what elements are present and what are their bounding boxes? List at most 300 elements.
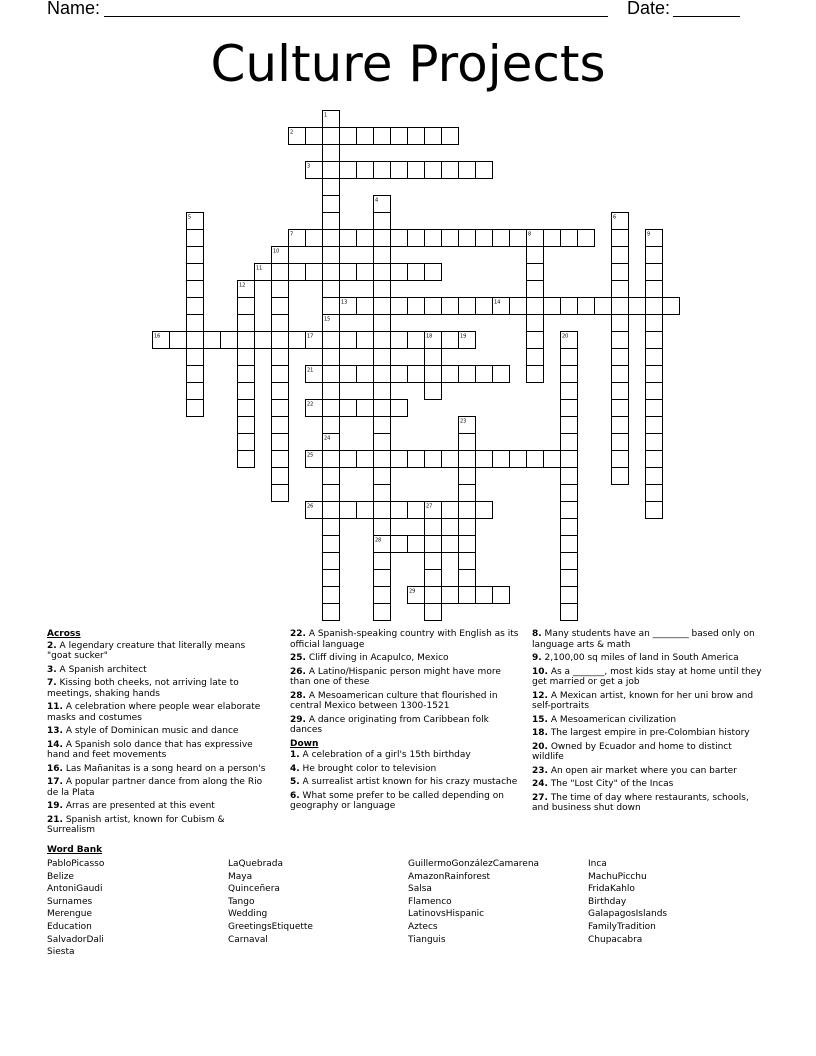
grid-cell[interactable] [493,451,510,468]
grid-cell[interactable] [408,128,425,145]
grid-cell[interactable] [561,502,578,519]
grid-cell[interactable] [646,366,663,383]
grid-cell[interactable] [374,264,391,281]
grid-cell[interactable] [425,298,442,315]
grid-number: 8 [528,231,532,238]
grid-cell[interactable] [272,383,289,400]
clue-number: 17. [47,777,63,787]
word-bank-word: Carnaval [228,934,268,945]
grid-cell[interactable] [646,383,663,400]
grid-cell[interactable] [340,264,357,281]
grid-cell[interactable] [187,230,204,247]
grid-cell[interactable] [527,451,544,468]
grid-cell[interactable] [323,536,340,553]
grid-cell[interactable] [374,519,391,536]
grid-cell[interactable] [527,315,544,332]
grid-cell[interactable] [272,417,289,434]
clue-text: A legendary creature that literally means "goat sucker" [47,640,246,661]
clue-number: 19. [47,801,63,811]
grid-cell[interactable] [187,349,204,366]
grid-cell[interactable] [323,519,340,536]
grid-cell[interactable] [221,332,238,349]
grid-cell[interactable] [374,349,391,366]
grid-cell[interactable] [323,502,340,519]
grid-cell[interactable] [425,230,442,247]
grid-cell[interactable] [340,162,357,179]
grid-cell[interactable] [374,451,391,468]
grid-cell[interactable] [425,570,442,587]
grid-cell[interactable] [476,587,493,604]
grid-cell[interactable] [238,434,255,451]
grid-cell[interactable] [238,451,255,468]
grid-cell[interactable] [595,298,612,315]
grid-cell[interactable] [459,162,476,179]
grid-cell[interactable] [289,264,306,281]
grid-cell[interactable] [442,502,459,519]
grid-cell[interactable] [646,332,663,349]
grid-cell[interactable] [442,298,459,315]
grid-cell[interactable] [663,298,680,315]
grid-cell[interactable] [374,434,391,451]
clue-number: 27. [532,792,548,803]
grid-cell[interactable] [612,451,629,468]
grid-number: 7 [290,231,294,238]
grid-cell[interactable] [323,400,340,417]
across-clue [290,691,520,712]
grid-cell[interactable] [323,468,340,485]
grid-cell[interactable] [374,247,391,264]
grid-cell[interactable] [391,502,408,519]
grid-cell[interactable] [561,468,578,485]
grid-cell[interactable] [459,502,476,519]
grid-cell[interactable] [357,400,374,417]
clue-text: The largest empire in pre-Colombian history [547,728,750,738]
grid-cell[interactable] [306,128,323,145]
grid-cell[interactable] [476,366,493,383]
grid-cell[interactable] [612,366,629,383]
word-bank-word: Siesta [47,947,75,958]
grid-number: 18 [426,333,433,340]
clue-number: 23. [532,765,548,776]
grid-cell[interactable] [646,281,663,298]
down-clue [532,793,762,814]
grid-cell[interactable] [272,400,289,417]
grid-cell[interactable] [272,298,289,315]
grid-cell[interactable] [238,315,255,332]
grid-cell[interactable] [442,128,459,145]
grid-cell[interactable] [374,485,391,502]
grid-cell[interactable] [272,349,289,366]
grid-cell[interactable] [561,349,578,366]
grid-number: 12 [239,282,246,289]
grid-cell[interactable] [408,298,425,315]
grid-cell[interactable] [391,451,408,468]
grid-cell[interactable] [442,162,459,179]
grid-cell[interactable] [544,230,561,247]
grid-cell[interactable] [238,400,255,417]
grid-cell[interactable] [476,162,493,179]
grid-cell[interactable] [612,247,629,264]
grid-cell[interactable] [357,366,374,383]
grid-cell[interactable] [272,451,289,468]
grid-cell[interactable] [272,485,289,502]
grid-cell[interactable] [340,332,357,349]
across-clue [290,667,520,688]
grid-cell[interactable] [408,366,425,383]
grid-cell[interactable] [425,587,442,604]
clue-text: He brought color to television [299,763,437,774]
grid-cell[interactable] [187,298,204,315]
grid-cell[interactable] [374,400,391,417]
grid-cell[interactable] [391,128,408,145]
grid-cell[interactable] [459,451,476,468]
grid-cell[interactable] [493,230,510,247]
clue-text: A popular partner dance from along the Rio de la Plata [47,777,263,798]
grid-cell[interactable] [459,468,476,485]
grid-cell[interactable] [272,332,289,349]
grid-cell[interactable] [612,315,629,332]
grid-cell[interactable] [374,383,391,400]
grid-cell[interactable] [323,570,340,587]
grid-cell[interactable] [612,332,629,349]
grid-cell[interactable] [408,264,425,281]
grid-cell[interactable] [408,162,425,179]
grid-cell[interactable] [493,366,510,383]
grid-cell[interactable] [357,451,374,468]
grid-cell[interactable] [323,587,340,604]
grid-cell[interactable] [357,162,374,179]
grid-cell[interactable] [187,383,204,400]
clue-number: 14. [47,739,63,750]
grid-cell[interactable] [255,332,272,349]
grid-cell[interactable] [612,468,629,485]
grid-cell[interactable] [408,502,425,519]
grid-cell[interactable] [374,230,391,247]
grid-cell[interactable] [612,298,629,315]
across-clue [47,801,272,812]
grid-cell[interactable] [408,451,425,468]
grid-cell[interactable] [340,366,357,383]
grid-cell[interactable] [459,536,476,553]
grid-cell[interactable] [646,247,663,264]
grid-cell[interactable] [561,434,578,451]
down-clue [532,728,762,739]
grid-cell[interactable] [323,553,340,570]
clue-text: A Latino/Hispanic person might have more than one of these [290,666,501,687]
grid-cell[interactable] [612,349,629,366]
grid-cell[interactable] [323,128,340,145]
grid-cell[interactable] [340,128,357,145]
grid-cell[interactable] [646,264,663,281]
grid-cell[interactable] [340,230,357,247]
grid-cell[interactable] [187,247,204,264]
grid-cell[interactable] [272,366,289,383]
grid-cell[interactable] [646,502,663,519]
across-clue [290,715,520,736]
word-bank-word: Tianguis [408,934,446,945]
grid-number: 15 [324,316,331,323]
grid-cell[interactable] [476,298,493,315]
grid-cell[interactable] [374,417,391,434]
grid-cell[interactable] [187,315,204,332]
grid-cell[interactable] [561,451,578,468]
grid-cell[interactable] [391,230,408,247]
grid-cell[interactable] [425,536,442,553]
grid-cell[interactable] [408,536,425,553]
grid-cell[interactable] [612,383,629,400]
grid-cell[interactable] [374,570,391,587]
clue-text: A surrealist artist known for his crazy mustache [299,777,518,787]
grid-cell[interactable] [493,587,510,604]
grid-cell[interactable] [646,417,663,434]
grid-cell[interactable] [561,366,578,383]
grid-cell[interactable] [646,400,663,417]
grid-cell[interactable] [510,230,527,247]
clue-number: 28. [290,690,306,701]
grid-cell[interactable] [646,315,663,332]
grid-cell[interactable] [527,298,544,315]
grid-number: 26 [307,503,314,510]
grid-cell[interactable] [323,247,340,264]
grid-cell[interactable] [561,485,578,502]
grid-cell[interactable] [374,468,391,485]
grid-cell[interactable] [442,230,459,247]
grid-cell[interactable] [561,400,578,417]
grid-cell[interactable] [612,434,629,451]
grid-cell[interactable] [272,281,289,298]
across-clue [47,815,272,836]
clue-text: A Spanish solo dance that has expressive hand and feet movements [47,739,253,760]
grid-cell[interactable] [323,162,340,179]
clue-number: 11. [47,702,63,712]
clue-number: 21. [47,814,63,825]
grid-cell[interactable] [238,349,255,366]
grid-cell[interactable] [340,400,357,417]
grid-cell[interactable] [561,417,578,434]
word-bank-word: SalvadorDali [47,934,104,945]
clue-number: 15. [532,714,548,725]
grid-cell[interactable] [646,349,663,366]
grid-cell[interactable] [272,434,289,451]
grid-cell[interactable] [612,264,629,281]
grid-cell[interactable] [306,264,323,281]
grid-cell[interactable] [459,485,476,502]
grid-cell[interactable] [374,604,391,621]
grid-cell[interactable] [187,400,204,417]
grid-cell[interactable] [459,434,476,451]
grid-cell[interactable] [459,519,476,536]
grid-cell[interactable] [561,587,578,604]
grid-cell[interactable] [612,417,629,434]
grid-cell[interactable] [391,298,408,315]
grid-cell[interactable] [425,519,442,536]
grid-cell[interactable] [544,451,561,468]
grid-cell[interactable] [442,332,459,349]
grid-cell[interactable] [459,553,476,570]
grid-cell[interactable] [323,196,340,213]
grid-cell[interactable] [374,587,391,604]
down-clue [532,766,762,777]
grid-cell[interactable] [459,298,476,315]
grid-cell[interactable] [646,451,663,468]
grid-number: 13 [341,299,348,306]
grid-cell[interactable] [323,230,340,247]
grid-cell[interactable] [340,502,357,519]
grid-cell[interactable] [391,536,408,553]
grid-cell[interactable] [527,281,544,298]
grid-cell[interactable] [442,451,459,468]
grid-cell[interactable] [561,604,578,621]
grid-cell[interactable] [561,536,578,553]
grid-cell[interactable] [238,366,255,383]
grid-cell[interactable] [238,417,255,434]
grid-cell[interactable] [459,587,476,604]
grid-cell[interactable] [527,332,544,349]
grid-cell[interactable] [442,366,459,383]
grid-cell[interactable] [374,281,391,298]
grid-cell[interactable] [374,162,391,179]
grid-cell[interactable] [646,298,663,315]
grid-cell[interactable] [646,434,663,451]
grid-cell[interactable] [374,315,391,332]
grid-cell[interactable] [629,298,646,315]
grid-cell[interactable] [323,451,340,468]
grid-cell[interactable] [561,298,578,315]
grid-cell[interactable] [408,332,425,349]
grid-number: 9 [647,231,651,238]
grid-cell[interactable] [323,298,340,315]
grid-cell[interactable] [425,451,442,468]
grid-cell[interactable] [340,451,357,468]
grid-cell[interactable] [612,400,629,417]
grid-cell[interactable] [476,451,493,468]
grid-cell[interactable] [374,298,391,315]
grid-cell[interactable] [578,230,595,247]
grid-cell[interactable] [187,281,204,298]
grid-cell[interactable] [561,519,578,536]
grid-cell[interactable] [272,468,289,485]
grid-cell[interactable] [561,570,578,587]
grid-cell[interactable] [323,145,340,162]
grid-cell[interactable] [476,230,493,247]
grid-cell[interactable] [391,366,408,383]
grid-cell[interactable] [510,298,527,315]
grid-cell[interactable] [187,332,204,349]
grid-cell[interactable] [238,298,255,315]
grid-cell[interactable] [323,604,340,621]
grid-cell[interactable] [578,298,595,315]
grid-cell[interactable] [374,213,391,230]
grid-cell[interactable] [374,366,391,383]
grid-cell[interactable] [323,485,340,502]
grid-cell[interactable] [476,502,493,519]
grid-cell[interactable] [187,366,204,383]
grid-cell[interactable] [646,485,663,502]
grid-cell[interactable] [442,587,459,604]
grid-cell[interactable] [425,128,442,145]
grid-cell[interactable] [374,332,391,349]
grid-cell[interactable] [646,468,663,485]
grid-cell[interactable] [425,162,442,179]
grid-cell[interactable] [170,332,187,349]
grid-cell[interactable] [544,298,561,315]
grid-cell[interactable] [357,332,374,349]
word-bank-column [47,858,104,959]
word-bank-word: Flamenco [408,896,452,907]
grid-cell[interactable] [425,604,442,621]
grid-cell[interactable] [425,349,442,366]
grid-cell[interactable] [272,315,289,332]
grid-cell[interactable] [306,230,323,247]
grid-cell[interactable] [408,230,425,247]
grid-cell[interactable] [357,128,374,145]
grid-cell[interactable] [425,366,442,383]
grid-cell[interactable] [459,570,476,587]
grid-cell[interactable] [391,264,408,281]
grid-cell[interactable] [323,417,340,434]
grid-cell[interactable] [272,264,289,281]
grid-cell[interactable] [459,230,476,247]
grid-cell[interactable] [323,213,340,230]
grid-cell[interactable] [561,553,578,570]
grid-cell[interactable] [204,332,221,349]
grid-cell[interactable] [561,383,578,400]
grid-cell[interactable] [323,366,340,383]
grid-cell[interactable] [238,332,255,349]
grid-cell[interactable] [187,264,204,281]
grid-cell[interactable] [527,264,544,281]
down-clue [532,691,762,712]
grid-cell[interactable] [323,332,340,349]
grid-cell[interactable] [425,553,442,570]
grid-cell[interactable] [442,536,459,553]
grid-cell[interactable] [391,332,408,349]
across-clue [47,740,272,761]
grid-cell[interactable] [323,383,340,400]
grid-cell[interactable] [612,230,629,247]
grid-cell[interactable] [357,298,374,315]
grid-cell[interactable] [357,264,374,281]
grid-cell[interactable] [357,502,374,519]
grid-cell[interactable] [612,281,629,298]
grid-cell[interactable] [374,128,391,145]
grid-cell[interactable] [374,553,391,570]
word-bank [47,845,668,958]
grid-cell[interactable] [425,383,442,400]
grid-cell[interactable] [561,230,578,247]
grid-cell[interactable] [391,162,408,179]
grid-number: 29 [409,588,416,595]
grid-cell[interactable] [289,332,306,349]
grid-cell[interactable] [391,400,408,417]
grid-cell[interactable] [425,264,442,281]
grid-cell[interactable] [527,349,544,366]
grid-cell[interactable] [527,366,544,383]
grid-cell[interactable] [323,179,340,196]
grid-cell[interactable] [374,502,391,519]
grid-cell[interactable] [357,230,374,247]
grid-cell[interactable] [323,264,340,281]
grid-cell[interactable] [238,383,255,400]
down-clue [290,750,520,761]
grid-cell[interactable] [527,247,544,264]
grid-cell[interactable] [459,366,476,383]
word-bank-word: FamilyTradition [588,921,656,932]
grid-cell[interactable] [323,281,340,298]
grid-number: 14 [494,299,501,306]
grid-cell[interactable] [510,451,527,468]
grid-cell[interactable] [323,349,340,366]
